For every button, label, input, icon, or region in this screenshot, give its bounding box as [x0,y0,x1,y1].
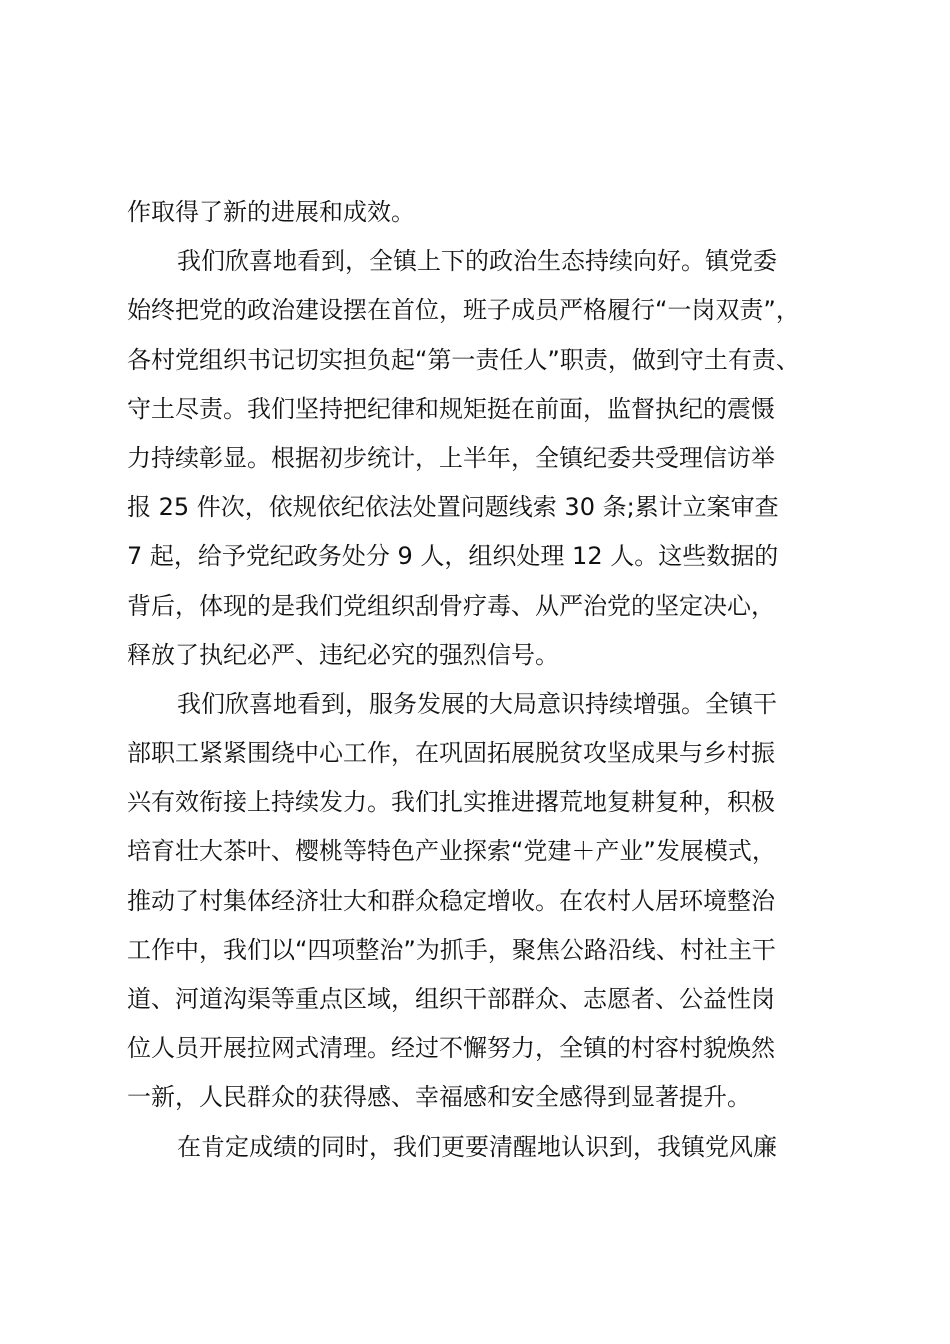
paragraph-first-line: 在肯定成绩的同时，我们更要清醒地认识到，我镇党风廉 [177,1132,777,1161]
text-line: 位人员开展拉网式清理。经过不懈努力，全镇的村容村貌焕然 [127,1034,775,1063]
text-line: 释放了执纪必严、违纪必究的强烈信号。 [127,640,559,669]
text-line: 兴有效衔接上持续发力。我们扎实推进撂荒地复耕复种，积极 [127,788,775,817]
paragraph-first-line: 我们欣喜地看到，服务发展的大局意识持续增强。全镇干 [177,689,777,718]
text-line: 推动了村集体经济壮大和群众稳定增收。在农村人居环境整治 [127,886,775,915]
text-line: 工作中，我们以“四项整治”为抓手，聚焦公路沿线、村社主干 [127,935,776,964]
text-line: 始终把党的政治建设摆在首位，班子成员严格履行“一岗双责”， [127,296,800,325]
text-line: 力持续彰显。根据初步统计，上半年，全镇纪委共受理信访举 [127,443,775,472]
text-line: 背后，体现的是我们党组织刮骨疗毒、从严治党的坚定决心， [127,591,775,620]
text-line: 作取得了新的进展和成效。 [127,198,415,226]
paragraph-first-line: 我们欣喜地看到，全镇上下的政治生态持续向好。镇党委 [177,247,777,276]
text-line: 报 25 件次，依规依纪依法处置问题线索 30 条;累计立案审查 [127,493,779,522]
text-line: 道、河道沟渠等重点区域，组织干部群众、志愿者、公益性岗 [127,985,775,1013]
text-line: 部职工紧紧围绕中心工作，在巩固拓展脱贫攻坚成果与乡村振 [127,739,775,768]
text-line: 一新，人民群众的获得感、幸福感和安全感得到显著提升。 [127,1083,751,1112]
text-line: 7 起，给予党纪政务处分 9 人，组织处理 12 人。这些数据的 [127,542,779,571]
body-text [127,188,827,1172]
text-line: 各村党组织书记切实担负起“第一责任人”职责，做到守土有责、 [127,345,800,374]
text-line: 培育壮大茶叶、樱桃等特色产业探索“党建＋产业”发展模式， [127,837,776,866]
text-line: 守土尽责。我们坚持把纪律和规矩挺在前面，监督执纪的震慑 [127,394,775,423]
